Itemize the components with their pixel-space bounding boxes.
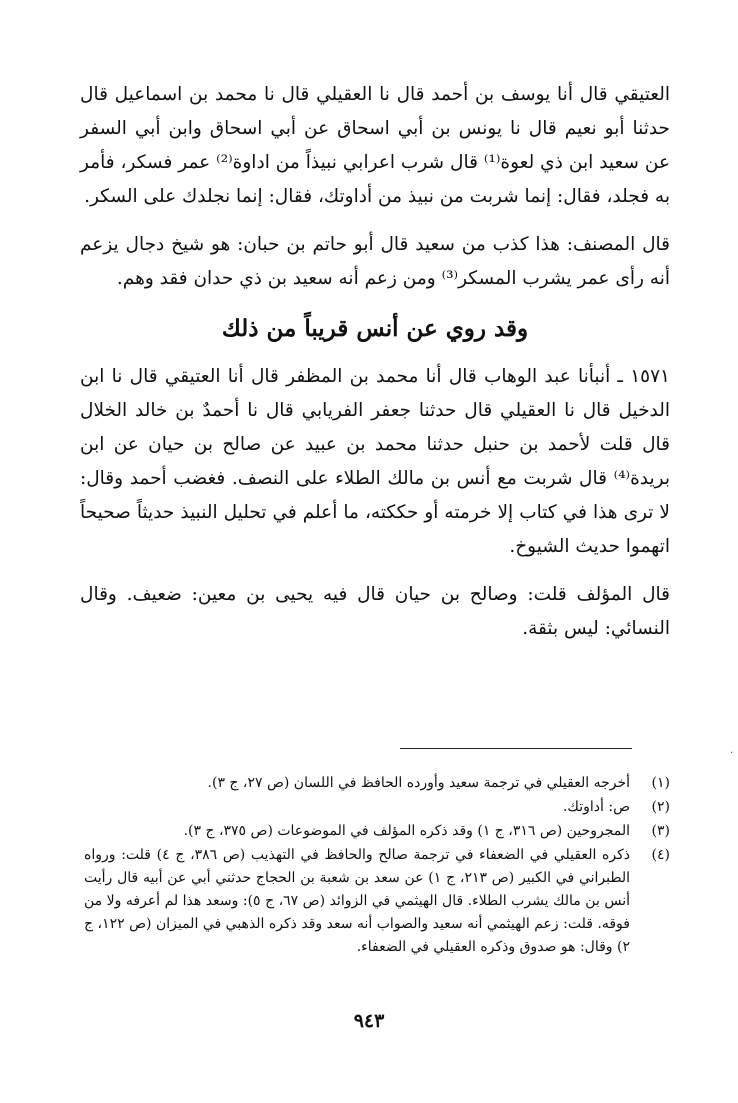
footnote-number: (٣) [651,823,670,839]
margin-mark: · [730,748,734,759]
footnote-3 [84,820,670,843]
footnote-1 [84,772,670,795]
footnote-4 [84,844,670,959]
footnote-number: (٤) [651,847,670,863]
footnote-text: أخرجه العقيلي في ترجمة سعيد وأورده الحافظ في اللسان (ص ٢٧، ج ٣). [207,775,630,791]
footnote-2 [84,796,670,819]
paragraph-1: العتيقي قال أنا يوسف بن أحمد قال نا العقيلي قال نا محمد بن اسماعيل قال حدثنا أبو نعيم قال نا يونس بن أبي اسحاق عن أبي اسحاق وابن أبي السفر عن سعيد ابن ذي لعوة⁽¹⁾ قال شرب اعرابي نبيذاً من اداوة⁽²⁾ عمر فسكر، فأمر به فجلد، فقال: إنما شربت من نبيذ من أداوتك، فقال: إنما نجلدك على السكر. [80,84,670,207]
footnote-text: ذكره العقيلي في الضعفاء في ترجمة صالح والحافظ في التهذيب (ص ٣٨٦، ج ٤) قلت: ورواه الطبراني في الكبير (ص ٢١٣، ج ١) عن سعد بن شعبة بن الحجاج حدثني أبي عن أبيه قال رأيت أنس بن مالك يشرب الطلاء. قال الهيثمي في الزوائد (ص ٦٧، ج ٥): وسعد هذا لم أعرفه ولا من فوقه. قلت: زعم الهيثمي أنه سعيد والصواب أنه سعد وقد ذكره الذهبي في الميزان (ص ١٢٢، ج ٢) وقال: هو صدوق وذكره العقيلي في الضعفاء. [84,847,630,955]
page-number: ٩٤٣ [353,1010,385,1032]
main-text [80,78,670,646]
section-heading: وقد روي عن أنس قريباً من ذلك [221,315,529,342]
paragraph-2: قال المصنف: هذا كذب من سعيد قال أبو حاتم بن حبان: هو شيخ دجال يزعم أنه رأى عمر يشرب المسكر⁽³⁾ ومن زعم أنه سعيد بن ذي حدان فقد وهم. [80,234,670,289]
footnote-number: (٢) [651,799,670,815]
paragraph-4: قال المؤلف قلت: وصالح بن حيان قال فيه يحيى بن معين: ضعيف. وقال النسائي: ليس بثقة. [80,584,670,639]
footnotes [84,772,670,960]
footnote-number: (١) [651,775,670,791]
paragraph-3: ١٥٧١ ـ أنبأنا عبد الوهاب قال أنا محمد بن المظفر قال أنا العتيقي قال نا ابن الدخيل قال نا العقيلي قال حدثنا جعفر الفريابي قال نا أحمدٌ بن خالد الخلال قال قلت لأحمد بن حنبل حدثنا محمد بن عبيد عن صالح بن حيان عن ابن بريدة⁽⁴⁾ قال شربت مع أنس بن مالك الطلاء على النصف. فغضب أحمد وقال: لا ترى هذا في كتاب إلا خرمته أو حككته، ما أعلم في تحليل النبيذ حديثاً صحيحاً اتهموا حديث الشيوخ. [80,366,670,557]
footnote-text: ص: أداوتك. [562,799,630,815]
footnote-text: المجروحين (ص ٣١٦، ج ١) وقد ذكره المؤلف في الموضوعات (ص ٣٧٥، ج ٣). [183,823,630,839]
footnote-divider [400,748,632,749]
